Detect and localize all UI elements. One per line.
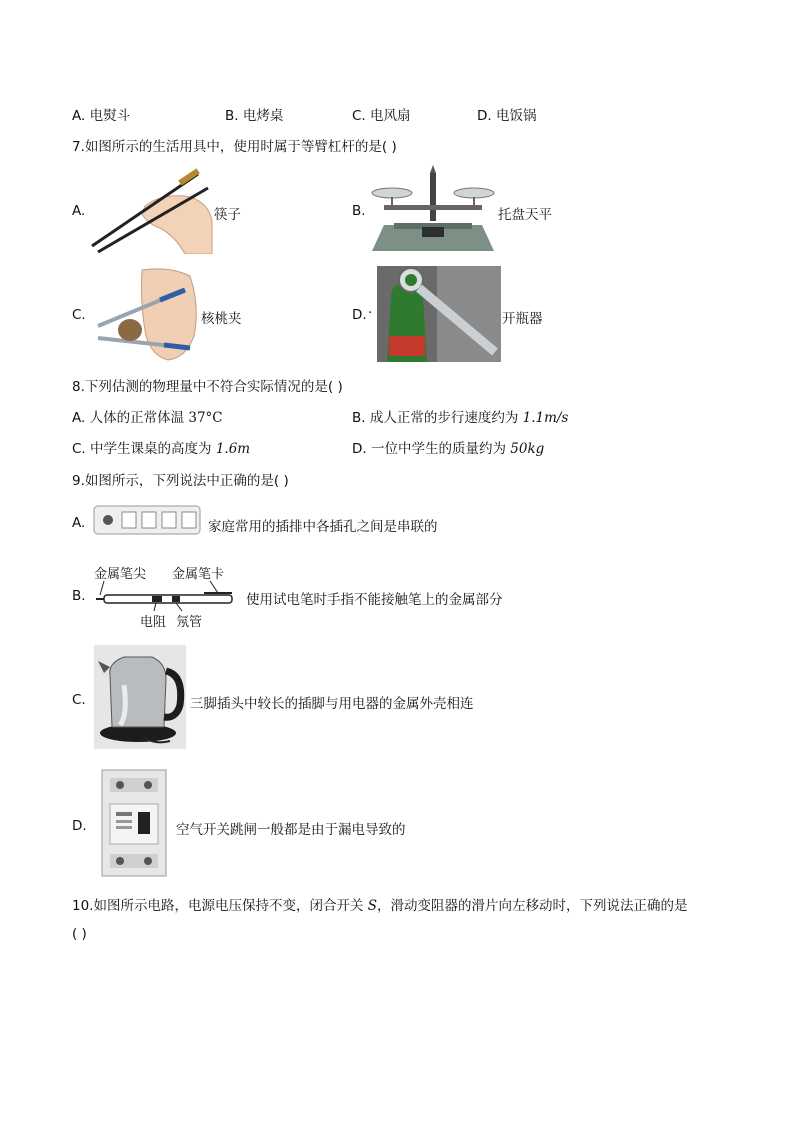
q9-c-letter: C. [72, 692, 86, 708]
bottle-opener-image [377, 266, 501, 362]
q7-c-letter: C. [72, 307, 86, 323]
label-resistor: 电阻 [140, 615, 167, 630]
q10-stem [72, 894, 688, 914]
q7-d-mark: · [368, 305, 373, 321]
nutcracker-image [90, 266, 200, 362]
q10-stem-part2: ，滑动变阻器的滑片向左移动时，下列说法正确的是 [377, 898, 688, 914]
q9-c-text: 三脚插头中较长的插脚与用电器的金属外壳相连 [190, 696, 474, 712]
q9-b-letter: B. [72, 588, 86, 604]
q6-option-b: B. 电烤桌 [225, 108, 284, 124]
q8-option-a [72, 406, 223, 426]
q6-option-c: C. 电风扇 [352, 108, 411, 124]
test-pen-icon [92, 559, 242, 631]
q7-a-text: 筷子 [214, 207, 241, 223]
q9-stem: 9.如图所示，下列说法中正确的是( ) [72, 473, 289, 489]
power-strip-image [92, 500, 204, 540]
q8-option-c-text: C. 中学生课桌的高度为 [72, 441, 216, 457]
label-metal-clip: 金属笔卡 [172, 567, 225, 582]
q9-a-text: 家庭常用的插排中各插孔之间是串联的 [208, 519, 438, 535]
q9-b-text: 使用试电笔时手指不能接触笔上的金属部分 [246, 592, 503, 608]
chopsticks-image [90, 166, 215, 254]
q9-d-letter: D. [72, 818, 87, 834]
q8-option-b-text: B. 成人正常的步行速度约为 [352, 410, 523, 426]
q8-option-d-value: 50kg [510, 441, 545, 457]
q6-option-d: D. 电饭锅 [477, 108, 537, 124]
q7-d-text: 开瓶器 [502, 311, 543, 327]
q8-stem: 8.下列估测的物理量中不符合实际情况的是( ) [72, 379, 343, 395]
q7-c-text: 核桃夹 [201, 311, 242, 327]
q8-option-a-text: A. 人体的正常体温 [72, 410, 189, 426]
q9-d-text: 空气开关跳闸一般都是由于漏电导致的 [176, 822, 406, 838]
q9-a-letter: A. [72, 515, 86, 531]
q10-switch-symbol: S [367, 898, 378, 914]
q7-stem: 7.如图所示的生活用具中，使用时属于等臂杠杆的是( ) [72, 139, 397, 155]
q8-option-c-value: 1.6m [215, 441, 251, 457]
q8-option-b-value: 1.1m/s [522, 410, 569, 426]
q6-option-a: A. 电熨斗 [72, 108, 131, 124]
q8-option-d [352, 437, 544, 457]
balance-scale-image [370, 163, 496, 255]
q8-option-d-text: D. 一位中学生的质量约为 [352, 441, 511, 457]
label-metal-tip: 金属笔尖 [94, 567, 147, 582]
electric-kettle-image [94, 645, 186, 749]
test-pen-diagram [92, 559, 242, 631]
q7-d-letter: D. [352, 307, 367, 323]
label-neon-tube: 氖管 [176, 615, 203, 630]
q8-option-c [72, 437, 250, 457]
q7-b-letter: B. [352, 203, 366, 219]
q7-a-letter: A. [72, 203, 86, 219]
q7-b-text: 托盘天平 [498, 207, 552, 223]
q8-option-b [352, 406, 568, 426]
q8-option-a-value: 37°C [188, 410, 223, 426]
q10-stem-line2: ( ) [72, 926, 87, 942]
circuit-breaker-image [100, 768, 168, 878]
q10-stem-part1: 10.如图所示电路，电源电压保持不变，闭合开关 [72, 898, 368, 914]
